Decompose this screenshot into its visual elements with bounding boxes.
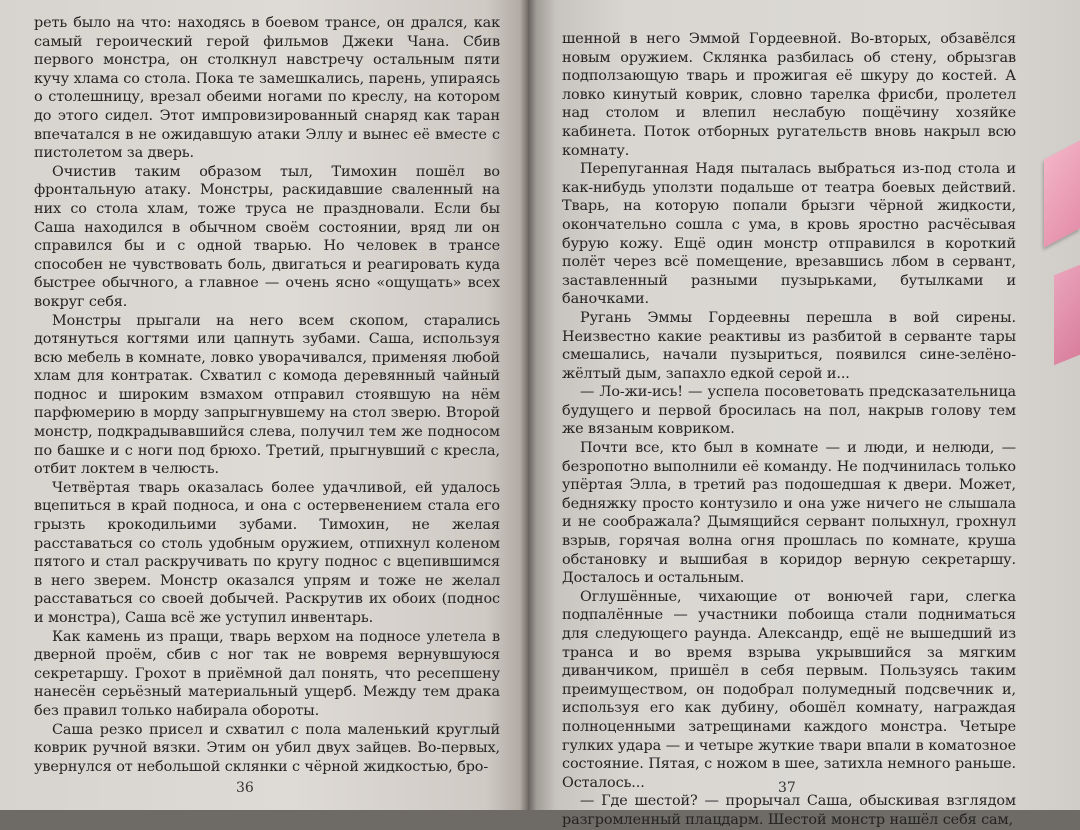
right-paragraph-4: — Ло-жи-ись! — успела посоветовать предсказательница будущего и первой бросилась на пол, накрыв голову тем же вязаным ковриком.	[562, 384, 1016, 438]
right-paragraph-1: шенной в него Эммой Гордеевной. Во-вторых, обзавёлся новым оружием. Склянка разбилась об стену, обрызгав подползающую тварь и прожигая её шкуру до костей. А ловко кинутый коврик, словно тарелка фрисби, пролетел над столом и влепил неслабую пощёчину хозяйке кабинета. Поток отборных ругательств вновь накрыл всю комнату.	[562, 31, 1016, 159]
left-paragraph-5: Как камень из пращи, тварь верхом на подносе улетела в дверной проём, сбив с ног так не вовремя вернувшуюся секретаршу. Грохот в приёмной дал понять, что ресепшену нанесён серьёзный материальный ущерб. Между тем драка без правил только набирала обороты.	[34, 628, 500, 719]
left-page	[0, 0, 528, 810]
right-paragraph-7: — Где шестой? — прорычал Саша, обыскивая взглядом разгромленный плацдарм. Шестой монстр нашёл себя сам,	[562, 793, 1016, 828]
left-page-number: 36	[236, 780, 254, 796]
right-paragraph-5: Почти все, кто был в комнате — и люди, и нелюди, — безропотно выполнили её команду. Не подчинилась только упёртая Элла, в третий раз подошедшая к двери. Может, бедняжку просто контузило и она уже ничего не слышала и не соображала? Дымящийся сервант полыхнул, грохнул взрыв, горячая волна огня прошлась по комнате, круша обстановку и вышибая в коридор верную секретаршу. Досталось и остальным.	[562, 440, 1016, 587]
right-page	[528, 0, 1080, 828]
left-paragraph-4: Четвёртая тварь оказалась более удачливой, ей удалось вцепиться в край подноса, и она с остервенением стала его грызть крокодильими зубами. Тимохин, не желая расставаться со столь удобным оружием, отпихнул коленом пятого и стал раскручивать по кругу поднос с вцепившимся в него зверем. Монстр оказался упрям и тоже не желал расставаться со своей добычей. Раскрутив их обоих (поднос и монстра), Саша всё же уступил инвентарь.	[34, 479, 500, 626]
book-gutter	[520, 0, 536, 810]
pink-sticky-note	[1044, 140, 1080, 247]
right-paragraph-3: Ругань Эммы Гордеевны перешла в вой сирены. Неизвестно какие реактивы из разбитой в серванте тары смешались, начали пузыриться, появился сине-зелёно-жёлтый дым, запахло едкой серой и...	[562, 309, 1016, 382]
left-paragraph-6: Саша резко присел и схватил с пола маленький круглый коврик ручной вязки. Этим он убил двух зайцев. Во-первых, увернулся от небольшой склянки с чёрной жидкостью, бро-	[34, 721, 500, 775]
right-page-number: 37	[778, 780, 796, 796]
left-paragraph-1: реть было на что: находясь в боевом трансе, он дрался, как самый героический герой фильмов Джеки Чана. Сбив первого монстра, он столкнул навстречу остальным пяти кучу хлама со стола. Пока те замешкались, парень, упираясь о столешницу, врезал обеими ногами по креслу, на котором до этого сидел. Этот импровизированный снаряд как таран впечатался в не ожидавшую атаки Эллу и вынес её вместе с пистолетом за дверь.	[34, 15, 500, 162]
left-paragraph-3: Монстры прыгали на него всем скопом, старались дотянуться когтями или цапнуть зубами. Саша, используя всю мебель в комнате, ловко уворачивался, применяя любой хлам для контратак. Схватил с комода деревянный чайный поднос и широким взмахом отправил стоявшую на нём парфюмерию в морду запрыгнувшему на стол зверю. Второй монстр, подкрадывавшийся слева, получил тем же подносом по башке и с ноги под брюхо. Третий, прыгнувший с кресла, отбит локтем в челюсть.	[34, 312, 500, 478]
right-paragraph-2: Перепуганная Надя пыталась выбраться из-под стола и как-нибудь уползти подальше от театра боевых действий. Тварь, на которую попали брызги чёрной жидкости, окончательно сошла с ума, в кровь яростно расчёсывая бурую кожу. Ещё один монстр отправился в короткий полёт через всё помещение, врезавшись лбом в сервант, заставленный разными пузырьками, бутылками и баночками.	[562, 161, 1016, 308]
pink-sticky-note-lower	[1054, 265, 1080, 366]
left-paragraph-2: Очистив таким образом тыл, Тимохин пошёл во фронтальную атаку. Монстры, раскидавшие сваленный на них со стола хлам, тоже труса не праздновали. Если бы Саша находился в обычном своём состоянии, вряд ли он справился бы и с одной тварью. Но человек в трансе способен не чувствовать боль, двигаться и реагировать куда быстрее обычного, а главное — очень ясно «ощущать» всех вокруг себя.	[34, 163, 500, 310]
right-paragraph-6: Оглушённые, чихающие от вонючей гари, слегка подпалённые — участники побоища стали подниматься для следующего раунда. Александр, ещё не вышедший из транса и во время взрыва укрывшийся за мягким диванчиком, пришёл в себя первым. Пользуясь таким преимуществом, он подобрал полумедный подсвечник и, используя его как дубину, обошёл комнату, награждая полноценными затрещинами каждого монстра. Четыре гулких удара — и четыре жуткие твари впали в коматозное состояние. Пятая, с ножом в шее, затихла немного раньше. Осталось...	[562, 588, 1016, 791]
